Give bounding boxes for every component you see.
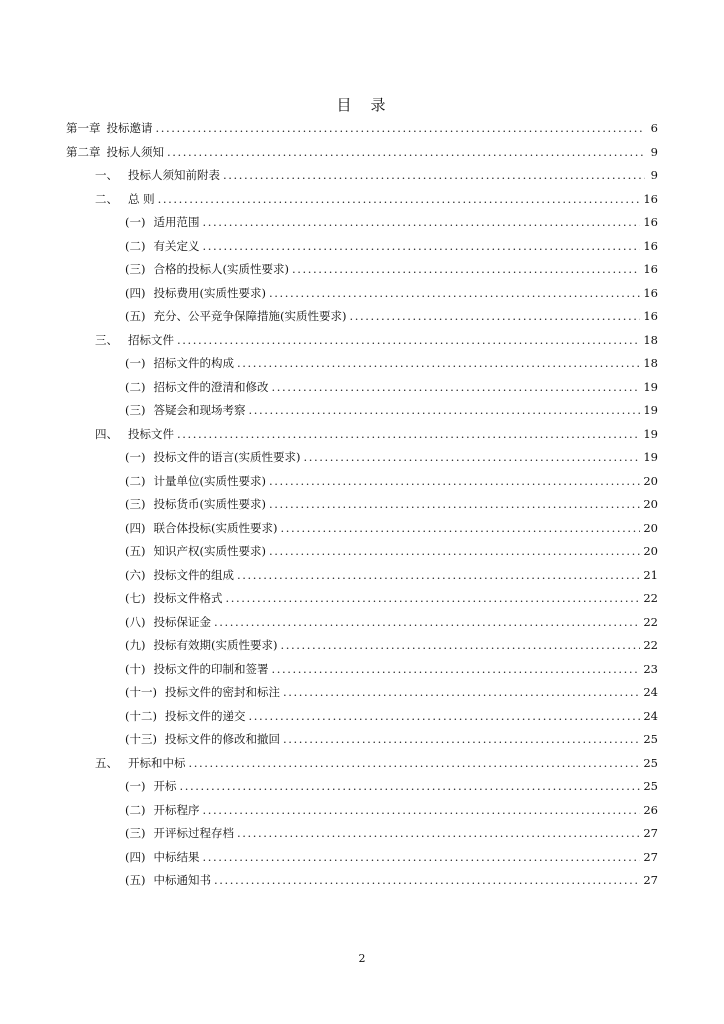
toc-entry[interactable] [125, 872, 658, 888]
toc-entry-title: 投标人须知 [106, 144, 164, 159]
toc-entry-title: 适用范围 [153, 215, 200, 229]
toc-entry-number: (十二) [125, 708, 157, 723]
toc-entry-number: 四、 [95, 426, 118, 441]
toc-dot-leader [248, 402, 640, 418]
toc-entry[interactable] [125, 637, 658, 653]
toc-dot-leader [177, 426, 640, 442]
toc-entry-number: 五、 [95, 755, 118, 770]
toc-dot-leader [214, 872, 640, 888]
toc-entry-page: 27 [643, 826, 658, 840]
toc-dot-leader [269, 543, 640, 559]
toc-entry[interactable] [125, 708, 658, 724]
toc-entry-page: 25 [643, 732, 658, 746]
toc-entry-title: 开标和中标 [128, 755, 186, 770]
toc-entry-page: 24 [643, 685, 658, 699]
toc-dot-leader [225, 590, 640, 606]
toc-entry-page: 21 [643, 567, 658, 582]
toc-entry-title: 合格的投标人(实质性要求) [153, 262, 289, 276]
toc-entry-number: (七) [125, 591, 146, 605]
toc-entry-page: 19 [643, 426, 658, 441]
toc-entry-number: (四) [125, 849, 146, 864]
toc-dot-leader [269, 496, 640, 512]
toc-dot-leader [237, 355, 640, 371]
toc-dot-leader [269, 285, 640, 301]
toc-entry[interactable] [125, 285, 658, 301]
toc-entry-title: 招标文件 [128, 332, 174, 347]
toc-entry-page: 22 [643, 638, 658, 652]
toc-dot-leader [280, 520, 640, 536]
toc-entry[interactable] [125, 731, 658, 747]
toc-entry-number: (一) [125, 779, 146, 793]
toc-dot-leader [223, 167, 645, 183]
toc-entry-number: 第一章 [66, 121, 101, 135]
toc-entry[interactable] [95, 167, 658, 183]
toc-entry[interactable] [125, 214, 658, 230]
toc-dot-leader [283, 731, 640, 747]
toc-entry-title: 投标人须知前附表 [128, 168, 220, 182]
toc-entry-page: 26 [643, 802, 658, 817]
toc-dot-leader [280, 637, 640, 653]
toc-dot-leader [214, 614, 640, 630]
toc-entry-page: 22 [643, 614, 658, 629]
toc-dot-leader [303, 449, 640, 465]
toc-entry[interactable] [95, 426, 658, 442]
toc-entry[interactable] [125, 778, 658, 794]
toc-entry-title: 投标费用(实质性要求) [153, 285, 266, 300]
toc-entry-title: 投标文件 [128, 426, 174, 441]
toc-entry[interactable] [125, 449, 658, 465]
toc-entry-page: 20 [643, 520, 658, 535]
toc-entry-page: 18 [643, 332, 658, 347]
toc-entry-page: 25 [643, 779, 658, 793]
toc-entry-number: (二) [125, 473, 146, 488]
toc-dot-leader [179, 778, 640, 794]
toc-entry-number: (八) [125, 614, 146, 629]
toc-entry-title: 投标文件的印制和签署 [153, 661, 269, 676]
toc-entry-title: 招标文件的构成 [153, 356, 234, 370]
toc-entry-number: (六) [125, 567, 146, 582]
toc-entry-number: (五) [125, 544, 146, 558]
toc-entry-page: 25 [643, 755, 658, 770]
toc-entry-title: 开评标过程存档 [153, 826, 234, 840]
toc-entry-title: 联合体投标(实质性要求) [153, 520, 278, 535]
toc-entry-title: 总 则 [128, 191, 155, 206]
toc-dot-leader [237, 567, 640, 583]
toc-entry-number: (三) [125, 403, 146, 417]
toc-entry-title: 中标通知书 [153, 873, 211, 887]
toc-dot-leader [202, 238, 640, 254]
toc-entry-number: (三) [125, 497, 146, 511]
toc-entry-page: 16 [643, 262, 658, 276]
toc-entry-number: (二) [125, 802, 146, 817]
toc-entry[interactable] [95, 332, 658, 348]
toc-entry[interactable] [125, 684, 658, 700]
toc-dot-leader [202, 849, 640, 865]
toc-entry-title: 投标文件格式 [153, 591, 223, 605]
toc-entry-number: (一) [125, 356, 146, 370]
toc-entry-title: 招标文件的澄清和修改 [153, 379, 269, 394]
toc-entry-title: 投标文件的语言(实质性要求) [153, 450, 301, 464]
toc-entry[interactable] [125, 355, 658, 371]
toc-entry-number: 二、 [95, 191, 118, 206]
toc-entry-page: 27 [643, 873, 658, 887]
toc-entry-page: 9 [650, 168, 658, 182]
toc-entry-title: 投标文件的递交 [164, 708, 246, 723]
toc-entry[interactable] [125, 825, 658, 841]
toc-entry[interactable] [125, 802, 658, 818]
toc-entry-page: 6 [650, 121, 658, 135]
toc-entry[interactable] [125, 238, 658, 254]
toc-entry-page: 23 [643, 661, 658, 676]
toc-entry-page: 24 [643, 708, 658, 723]
toc-entry-page: 16 [643, 238, 658, 253]
toc-dot-leader [189, 755, 641, 771]
toc-entry-number: (一) [125, 450, 146, 464]
toc-entry-title: 中标结果 [153, 849, 200, 864]
toc-entry[interactable] [66, 144, 658, 160]
toc-entry[interactable] [125, 590, 658, 606]
toc-dot-leader [167, 144, 645, 160]
toc-dot-leader [349, 308, 640, 324]
toc-entry-page: 16 [643, 285, 658, 300]
toc-entry-title: 答疑会和现场考察 [153, 403, 246, 417]
toc-dot-leader [292, 261, 640, 277]
toc-entry-number: (五) [125, 873, 146, 887]
toc-dot-leader [283, 684, 640, 700]
toc-entry-page: 20 [643, 473, 658, 488]
toc-entry-page: 16 [643, 191, 658, 206]
toc-entry-page: 19 [643, 450, 658, 464]
toc-entry[interactable] [95, 191, 658, 207]
toc-entry-number: (一) [125, 215, 146, 229]
toc-entry-number: 三、 [95, 332, 118, 347]
toc-entry-title: 充分、公平竞争保障措施(实质性要求) [153, 309, 347, 323]
toc-entry-number: (四) [125, 520, 146, 535]
toc-dot-leader [177, 332, 640, 348]
toc-dot-leader [156, 120, 646, 136]
toc-entry-title: 投标邀请 [106, 121, 153, 135]
toc-entry[interactable] [125, 473, 658, 489]
toc-entry-number: (三) [125, 262, 146, 276]
toc-entry-title: 投标货币(实质性要求) [153, 497, 266, 511]
toc-entry[interactable] [125, 614, 658, 630]
toc-entry-title: 计量单位(实质性要求) [153, 473, 266, 488]
page-title: 目 录 [336, 96, 388, 114]
toc-entry[interactable] [125, 496, 658, 512]
toc-entry-number: (十三) [125, 732, 157, 746]
toc-entry-title: 有关定义 [153, 238, 200, 253]
page-number: 2 [358, 952, 366, 965]
toc-dot-leader [158, 191, 641, 207]
toc-entry-number: 一、 [95, 168, 118, 182]
toc-entry-title: 投标保证金 [153, 614, 211, 629]
toc-entry[interactable] [125, 849, 658, 865]
toc-entry-number: (二) [125, 238, 146, 253]
toc-entry-number: (十一) [125, 685, 157, 699]
toc-entry[interactable] [125, 520, 658, 536]
toc-entry-number: (三) [125, 826, 146, 840]
toc-dot-leader [202, 802, 640, 818]
toc-entry-page: 27 [643, 849, 658, 864]
toc-dot-leader [248, 708, 640, 724]
toc-entry[interactable] [66, 120, 658, 136]
toc-dot-leader [271, 379, 640, 395]
toc-entry[interactable] [125, 402, 658, 418]
toc-entry-title: 投标文件的修改和撤回 [164, 732, 280, 746]
toc-entry-number: 第二章 [66, 144, 101, 159]
toc-entry-number: (五) [125, 309, 146, 323]
toc-entry[interactable] [95, 755, 658, 771]
toc-entry[interactable] [125, 379, 658, 395]
toc-entry-title: 投标文件的组成 [153, 567, 234, 582]
toc-entry[interactable] [125, 261, 658, 277]
toc-entry-title: 投标文件的密封和标注 [164, 685, 280, 699]
toc-entry-page: 16 [643, 215, 658, 229]
toc-entry-page: 20 [643, 544, 658, 558]
toc-entry-page: 9 [650, 144, 658, 159]
toc-entry-title: 开标 [153, 779, 177, 793]
toc-dot-leader [271, 661, 640, 677]
toc-entry-page: 18 [643, 356, 658, 370]
toc-entry-page: 19 [643, 403, 658, 417]
toc-entry[interactable] [125, 308, 658, 324]
toc-dot-leader [237, 825, 640, 841]
toc-entry-number: (四) [125, 285, 146, 300]
toc-entry[interactable] [125, 567, 658, 583]
toc-entry-page: 19 [643, 379, 658, 394]
toc-entry-number: (九) [125, 638, 146, 652]
toc-entry[interactable] [125, 543, 658, 559]
toc-entry-page: 20 [643, 497, 658, 511]
toc-entry-title: 投标有效期(实质性要求) [153, 638, 278, 652]
toc-dot-leader [269, 473, 640, 489]
toc-entry-page: 16 [643, 309, 658, 323]
toc-entry-page: 22 [643, 591, 658, 605]
toc-entry-number: (二) [125, 379, 146, 394]
toc-entry-title: 开标程序 [153, 802, 200, 817]
toc-entry-number: (十) [125, 661, 146, 676]
toc-entry-title: 知识产权(实质性要求) [153, 544, 266, 558]
toc-entry[interactable] [125, 661, 658, 677]
toc-dot-leader [202, 214, 640, 230]
